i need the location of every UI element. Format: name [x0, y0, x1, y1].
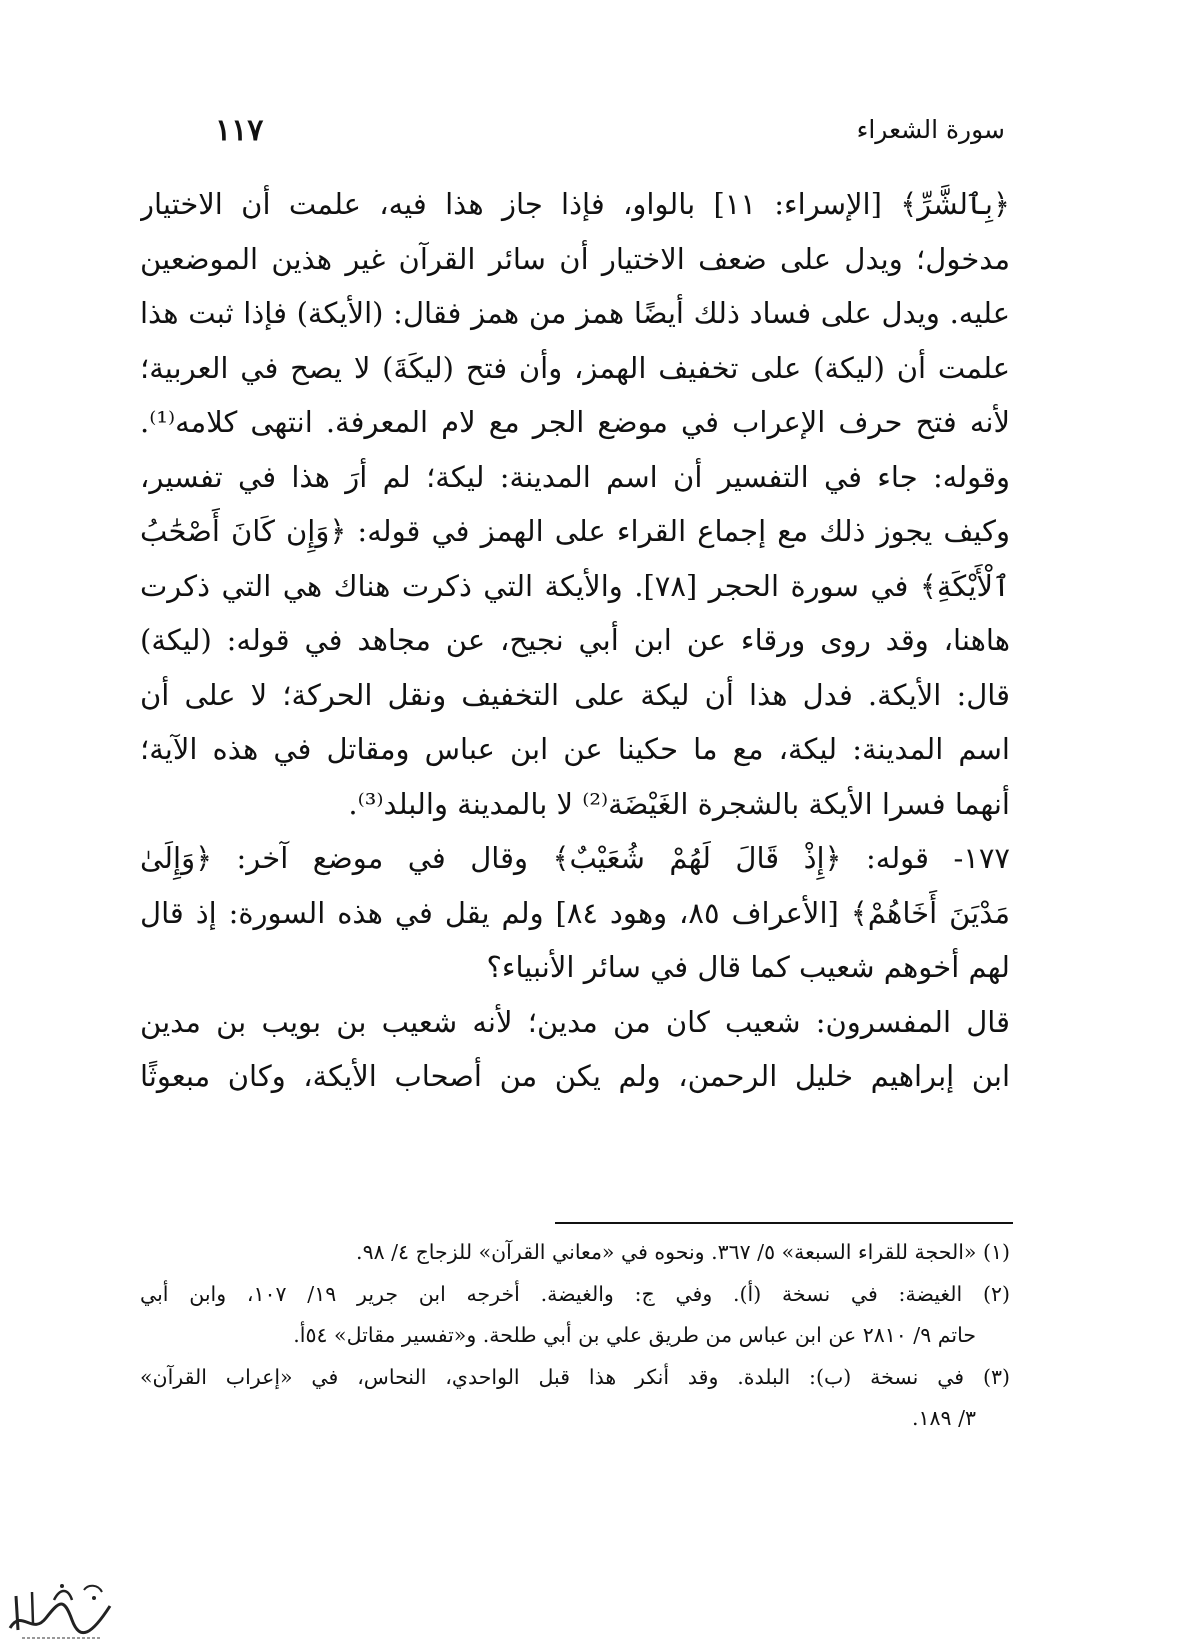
footnote-line: (٢) الغيضة: في نسخة (أ). وفي ج: والغيضة. أخرجه ابن جرير ١٩/ ١٠٧، وابن أبي	[140, 1281, 1010, 1306]
text-line: قال المفسرون: شعيب كان من مدين؛ لأنه شعيب بن بويب بن مدين	[140, 1004, 1010, 1039]
text-line: اسم المدينة: ليكة، مع ما حكينا عن ابن عباس ومقاتل في هذه الآية؛	[140, 732, 1010, 766]
main-text	[140, 177, 1010, 1104]
text-line: ١٧٧- قوله: ﴿إِذْ قَالَ لَهُمْ شُعَيْبٌ﴾ وقال في موضع آخر: ﴿وَإِلَىٰ	[140, 841, 1010, 875]
footnote-line: ٣/ ١٨٩.	[911, 1406, 976, 1430]
footnote-divider	[555, 1222, 1013, 1224]
text-line: ابن إبراهيم خليل الرحمن، ولم يكن من أصحاب الأيكة، وكان مبعوثًا	[140, 1059, 1010, 1093]
library-stamp-icon	[2, 1578, 120, 1644]
page-number: ١١٧	[215, 113, 264, 148]
text-line: ﴿بِٱلشَّرِّ﴾ [الإسراء: ١١] بالواو، فإذا جاز هذا فيه، علمت أن الاختيار	[140, 187, 1010, 221]
text-line: أنهما فسرا الأيكة بالشجرة الغَيْضَة⁽²⁾ لا بالمدينة والبلد⁽³⁾.	[348, 786, 1010, 821]
text-line: قال: الأيكة. فدل هذا أن ليكة على التخفيف ونقل الحركة؛ لا على أن	[140, 677, 1010, 712]
text-line: ٱلْأَيْكَةِ﴾ في سورة الحجر [٧٨]. والأيكة التي ذكرت هناك هي التي ذكرت	[140, 568, 1010, 603]
footnote-line: حاتم ٩/ ٢٨١٠ عن ابن عباس من طريق علي بن أبي طلحة. و«تفسير مقاتل» ٥٤أ.	[293, 1323, 976, 1347]
text-line: هاهنا، وقد روى ورقاء عن ابن أبي نجيح، عن مجاهد في قوله: (ليكة)	[140, 623, 1010, 657]
footnote-line: (٣) في نسخة (ب): البلدة. وقد أنكر هذا قبل الواحدي، النحاس، في «إعراب القرآن»	[140, 1364, 1010, 1389]
text-line: وكيف يجوز ذلك مع إجماع القراء على الهمز في قوله: ﴿وَإِن كَانَ أَصْحَٰبُ	[140, 514, 1010, 548]
footnotes	[140, 1232, 1010, 1440]
text-line: وقوله: جاء في التفسير أن اسم المدينة: ليكة؛ لم أرَ هذا في تفسير،	[140, 459, 1010, 494]
text-line: علمت أن (ليكة) على تخفيف الهمز، وأن فتح (ليكَةَ) لا يصح في العربية؛	[140, 350, 1010, 385]
text-line: لهم أخوهم شعيب كما قال في سائر الأنبياء؟	[486, 950, 1010, 984]
text-line: مدخول؛ ويدل على ضعف الاختيار أن سائر القرآن غير هذين الموضعين	[140, 241, 1010, 276]
text-line: مَدْيَنَ أَخَاهُمْ﴾ [الأعراف ٨٥، وهود ٨٤] ولم يقل في هذه السورة: إذ قال	[140, 895, 1010, 930]
surah-title: سورة الشعراء	[856, 115, 1005, 144]
text-line: عليه. ويدل على فساد ذلك أيضًا همز من همز فقال: (الأيكة) فإذا ثبت هذا	[140, 296, 1010, 330]
text-line: لأنه فتح حرف الإعراب في موضع الجر مع لام المعرفة. انتهى كلامه⁽¹⁾.	[140, 405, 1010, 439]
page-header	[195, 115, 1005, 155]
footnote-line: (١) «الحجة للقراء السبعة» ٥/ ٣٦٧. ونحوه في «معاني القرآن» للزجاج ٤/ ٩٨.	[356, 1240, 1010, 1264]
